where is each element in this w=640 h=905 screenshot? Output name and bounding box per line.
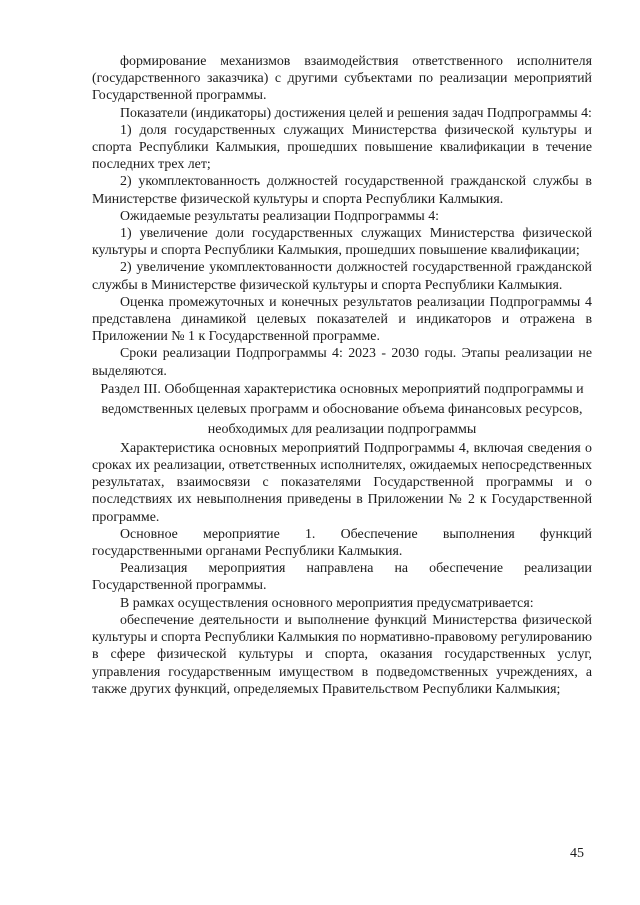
paragraph: Показатели (индикаторы) достижения целей и решения задач Подпрограммы 4:: [120, 105, 592, 121]
section-title: Раздел III. Обобщенная характеристика основных мероприятий подпрограммы и ведомственных целевых программ и обоснование объема финансовых ресурсов, необходимых для реализации подпрограммы: [100, 381, 584, 437]
body-text: [92, 53, 592, 698]
paragraph: 1) доля государственных служащих Министерства физической культуры и спорта Республики Калмыкия, прошедших повышение квалификации в течение последних трех лет;: [92, 122, 592, 173]
paragraph: обеспечение деятельности и выполнение функций Министерства физической культуры и спорта Республики Калмыкия по нормативно-правовому регулированию в сфере физической культуры и спорта, оказания государственных услуг, управления государственным имуществом в подведомственных учреждениях, а также других функций, определяемых Правительством Республики Калмыкия;: [92, 612, 592, 697]
paragraph: Ожидаемые результаты реализации Подпрограммы 4:: [120, 208, 440, 224]
paragraph: Реализация мероприятия направлена на обеспечение реализации Государственной программы.: [92, 561, 592, 594]
paragraph: 1) увеличение доли государственных служащих Министерства физической культуры и спорта Республики Калмыкия, прошедших повышение квалификации;: [92, 226, 592, 259]
page-number: 45: [570, 846, 584, 861]
paragraph: Основное мероприятие 1. Обеспечение выполнения функций государственными органами Республики Калмыкия.: [92, 526, 592, 560]
paragraph: 2) увеличение укомплектованности должностей государственной гражданской службы в Министерстве физической культуры и спорта Республики Калмыкия.: [92, 260, 592, 293]
paragraph: Характеристика основных мероприятий Подпрограммы 4, включая сведения о сроках их реализации, ответственных исполнителях, ожидаемых непосредственных результатах, взаимосвязи с показателями Государственной программы и о последствиях их невыполнения приведены в Приложении № 2 к Государственной программе.: [92, 440, 592, 525]
paragraph: 2) укомплектованность должностей государственной гражданской службы в Министерстве физической культуры и спорта Республики Калмыкия.: [92, 174, 592, 207]
paragraph: Оценка промежуточных и конечных результатов реализации Подпрограммы 4 представлена динамикой целевых показателей и индикаторов и отражена в Приложении № 1 к Государственной программе.: [92, 294, 592, 345]
paragraph: В рамках осуществления основного мероприятия предусматривается:: [120, 595, 534, 611]
paragraph: Сроки реализации Подпрограммы 4: 2023 - 2030 годы. Этапы реализации не выделяются.: [92, 346, 592, 379]
paragraph: формирование механизмов взаимодействия ответственного исполнителя (государственного заказчика) с другими субъектами по реализации мероприятий Государственной программы.: [92, 54, 592, 104]
